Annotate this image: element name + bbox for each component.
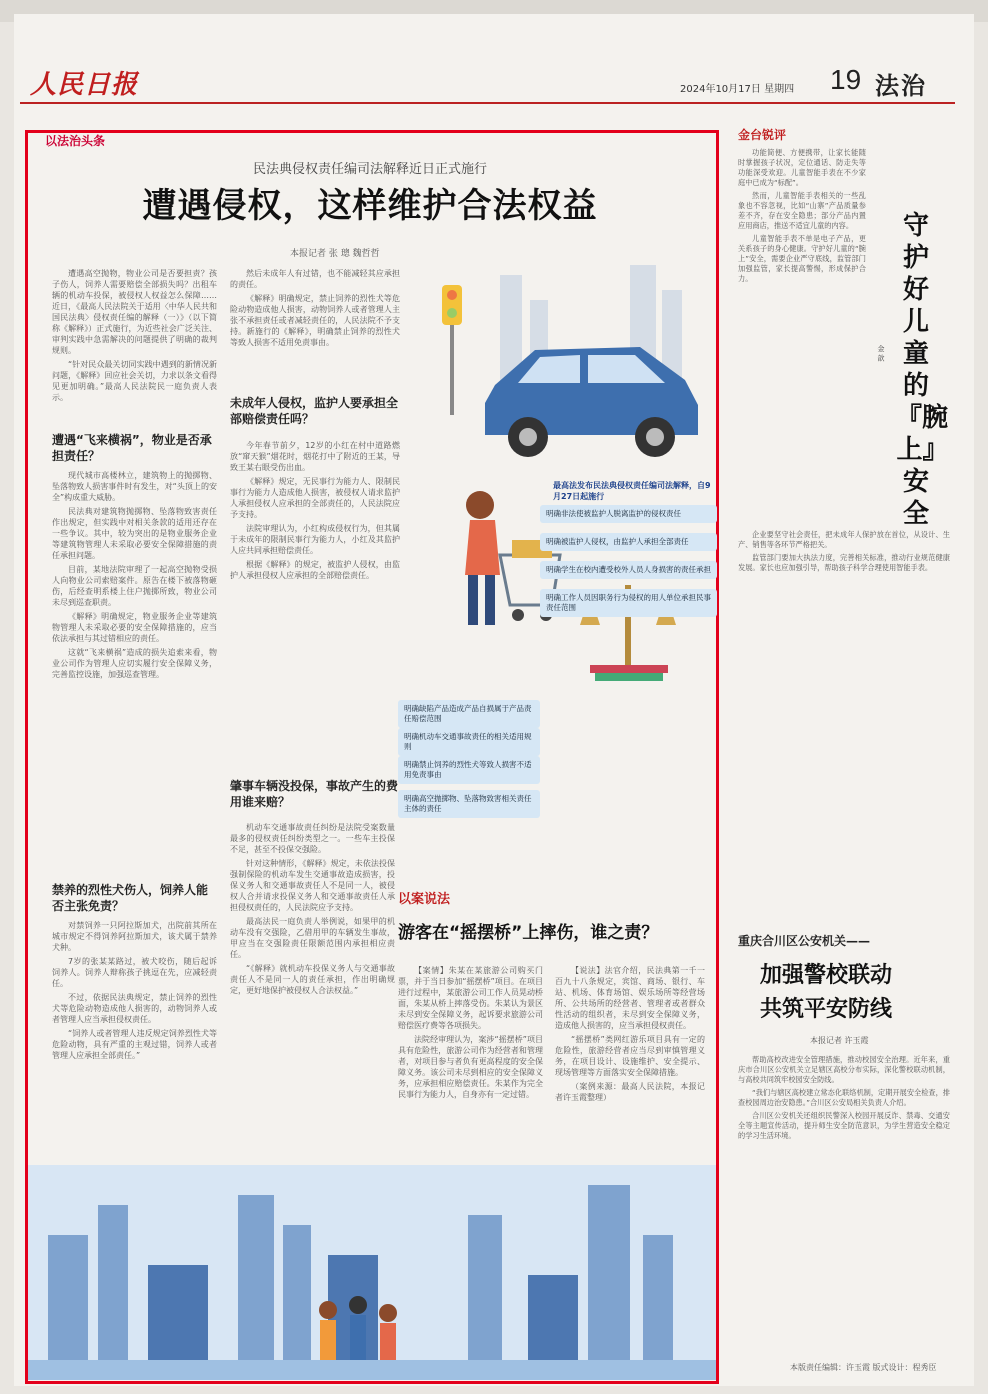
masthead (20, 62, 955, 104)
paragraph: “饲养人或者管理人违反规定饲养烈性犬等危险动物，具有严重的主观过错，饲养人或者管理人应承担全部责任。” (52, 1029, 217, 1060)
paragraph: “我们与辖区高校建立常态化联络机制，定期开展安全检查，排查校园周边治安隐患。”合川区公安局相关负责人介绍。 (738, 1088, 950, 1107)
article-headline: 遭遇侵权，这样维护合法权益 (142, 186, 598, 226)
case-column-a (398, 965, 543, 1103)
paragraph: 【说法】法官介绍，民法典第一千一百九十八条规定，宾馆、商场、银行、车站、机场、体育场馆、娱乐场所等经营场所、公共场所的经营者、管理者或者群众性活动的组织者，未尽到安全保障义务，造成他人损害的，应当承担侵权责任。 (555, 966, 705, 1030)
paragraph: 根据《解释》的规定，被监护人侵权，由监护人承担侵权人应承担的全部赔偿责任。 (230, 560, 400, 580)
column-1c (52, 920, 217, 1064)
paragraph: 《解释》规定，无民事行为能力人、限制民事行为能力人造成他人损害，被侵权人请求监护人承担侵权人应承担的全部责任的，人民法院应予支持。 (230, 477, 400, 519)
issue-date: 2024年10月17日 星期四 (680, 84, 795, 95)
paragraph: 7岁的张某某路过，被犬咬伤，随后起诉饲养人。饲养人辩称孩子挑逗在先，应减轻责任。 (52, 957, 217, 988)
infographic-bubble: 明确机动车交通事故责任的相关适用规则 (398, 728, 540, 756)
question-heading-3: 未成年人侵权，监护人要承担全部赔偿责任吗？ (230, 396, 399, 426)
infographic-illustration (440, 255, 705, 695)
paragraph: “摇摆桥”类网红游乐项目具有一定的危险性，旅游经营者应当尽到审慎管理义务，在项目设计、设施维护、安全提示、现场管理等方面落实安全保障措施。 (555, 1035, 705, 1077)
paragraph: “针对民众最关切同实践中遇到的新情况新问题，《解释》回应社会关切，力求以条文看得见更加明确。”最高人民法院民一庭负责人表示。 (52, 360, 217, 402)
paragraph: 企业要坚守社会责任，把未成年人保护放在首位，从设计、生产、销售等各环节严格把关。 (738, 530, 950, 549)
corner-label: 以法治头条 (45, 134, 106, 148)
commentary-tag: 金台锐评 (738, 128, 787, 142)
infographic-bubble: 明确缺陷产品造成产品自损属于产品责任赔偿范围 (398, 700, 540, 728)
column-1 (52, 268, 217, 406)
paragraph: 现代城市高楼林立，建筑物上的抛掷物、坠落物致人损害事件时有发生，对“头顶上的安全”构成重大威胁。 (52, 471, 217, 502)
police-article-byline: 本报记者 许玉霞 (810, 1036, 869, 1045)
paragraph: 然后未成年人有过错，也不能减轻其应承担的责任。 (230, 269, 400, 289)
paragraph: 遭遇高空抛物，物业公司是否要担责？孩子伤人，饲养人需要赔偿全部损失吗？出租车辆的机动车投保，被侵权人权益怎么保障……近日，《最高人民法院关于适用〈中华人民共和国民法典〉侵权责任编的解释（一）》（以下简称《解释》）正式施行，为近些社会广泛关注、审判实践中急需解决的问题提供了明确的裁判规则。 (52, 269, 217, 355)
infographic-bubble: 明确被监护人侵权，由监护人承担全部责任 (540, 533, 717, 551)
people-group-icon (319, 1296, 397, 1360)
paragraph: 最高法民一庭负责人举例说，如果甲的机动车没有交强险，乙借用甲的车辆发生事故，甲应当在交强险责任限额范围内承担相应责任。 (230, 917, 395, 959)
police-article-label: 重庆合川区公安机关—— (738, 934, 871, 948)
paragraph: 然而，儿童智能手表相关的一些乱象也不容忽视，比如“山寨”产品质量参差不齐，存在安全隐患；部分产品内置应用商店，推送不适宜儿童的内容。 (738, 191, 866, 230)
paragraph: 合川区公安机关还组织民警深入校园开展反诈、禁毒、交通安全等主题宣传活动，提升师生安全防范意识，为学生营造安全稳定的学习生活环境。 (738, 1111, 950, 1140)
paragraph: （案例来源：最高人民法院，本报记者许玉霞整理） (555, 1082, 705, 1102)
column-2b (230, 440, 400, 584)
police-article-title (760, 958, 960, 1026)
police-article-column (738, 1055, 950, 1144)
infographic-bubble: 明确高空抛掷物、坠落物致害相关责任主体的责任 (398, 790, 540, 818)
case-section-tag: 以案说法 (398, 892, 451, 907)
case-column-b (555, 965, 705, 1106)
article-byline: 本报记者 张 璁 魏哲哲 (290, 249, 380, 259)
paragraph: 机动车交通事故责任纠纷是法院受案数量最多的侵权责任纠纷类型之一。一些车主投保不足，甚至不投保交强险。 (230, 823, 395, 854)
question-heading-1: 遭遇“飞来横祸”，物业是否承担责任？ (52, 433, 212, 463)
article-subhead: 民法典侵权责任编司法解释近日正式施行 (252, 162, 487, 177)
title-line: 加强警校联动 (760, 962, 893, 988)
paragraph: 监管部门要加大执法力度，完善相关标准，推动行业规范健康发展。家长也应加强引导，帮助孩子科学合理使用智能手表。 (738, 553, 950, 572)
paragraph: 法院经审理认为，案涉“摇摆桥”项目具有危险性，旅游公司作为经营者和管理者，对项目参与者负有更高程度的安全保障义务。该公司未尽到相应的安全保障义务，应承担相应赔偿责任。朱某作为完全民事行为能力人，自身亦有一定过错。 (398, 1035, 543, 1099)
infographic-bubble: 明确学生在校内遭受校外人员人身损害的责任承担 (540, 561, 717, 579)
traffic-light-icon (442, 285, 462, 415)
paragraph: 这就“飞来横祸”造成的损失追索来看，物业公司作为管理人应切实履行安全保障义务，完善监控设施，加强巡查管理。 (52, 648, 217, 679)
column-2c (230, 822, 395, 999)
paragraph: 民法典对建筑物抛掷物、坠落物致害责任作出规定，但实践中对相关条款的适用还存在一些争议。其中，较为突出的是物业服务企业等建筑物管理人未采取必要安全保障措施的责任承担问题。 (52, 507, 217, 560)
question-heading-2: 禁养的烈性犬伤人，饲养人能否主张免责？ (52, 883, 209, 913)
column-2 (230, 268, 400, 351)
paragraph: 对禁饲养一只阿拉斯加犬，出院前其所在城市规定不得饲养阿拉斯加犬，该犬属于禁养犬种。 (52, 921, 217, 952)
page-footer: 本版责任编辑：许玉霞 版式设计：程秀臣 (790, 1363, 937, 1372)
paragraph: 儿童智能手表不单是电子产品，更关系孩子的身心健康。守护好儿童的“腕上”安全，需要企业严守底线，监管部门加强监管，家长提高警惕，形成保护合力。 (738, 234, 866, 283)
case-section-title: 游客在“摇摆桥”上摔伤，谁之责？ (398, 923, 659, 943)
paragraph: 目前，某地法院审理了一起高空抛物受损人向物业公司索赔案件。原告在楼下被落物砸伤，后经查明系楼上住户抛掷所致，物业公司未尽到巡查职责。 (52, 565, 217, 607)
column-1b (52, 470, 217, 683)
infographic-bubble: 明确非法使被监护人脱离监护的侵权责任 (540, 505, 717, 523)
paragraph: 【案情】朱某在某旅游公司购买门票，并于当日参加“摇摆桥”项目。在项目进行过程中，某旅游公司工作人员晃动桥面，朱某从桥上摔落受伤。朱某认为景区未尽到安全保障义务，起诉要求旅游公司赔偿医疗费等各项损失。 (398, 966, 543, 1030)
paragraph: 《解释》明确规定，禁止饲养的烈性犬等危险动物造成他人损害，动物饲养人或者管理人主张不承担责任或者减轻责任的，人民法院不予支持。新施行的《解释》，明确禁止饲养的烈性犬等致人损害不适用免责事由。 (230, 294, 400, 347)
page-number: 19 (830, 64, 862, 95)
paragraph: 《解释》明确规定，物业服务企业等建筑物管理人未采取必要的安全保障措施的，应当依法承担与其过错相应的责任。 (52, 612, 217, 643)
commentary-column-lower (738, 530, 950, 576)
paragraph: 不过，依据民法典规定，禁止饲养的烈性犬等危险动物造成他人损害的，动物饲养人或者管理人应当承担侵权责任。 (52, 993, 217, 1024)
infographic-bubble: 明确禁止饲养的烈性犬等致人损害不适用免责事由 (398, 756, 540, 784)
paragraph: “《解释》就机动车投保义务人与交通事故责任人不是同一人的责任承担，作出明确规定，更好地保护被侵权人合法权益。” (230, 964, 395, 995)
title-line: 共筑平安防线 (760, 996, 893, 1022)
commentary-title: 守护好儿童的『腕上』安全 (896, 211, 949, 529)
paragraph: 针对这种情形，《解释》规定，未依法投保强制保险的机动车发生交通事故造成损害，投保义务人和交通事故责任人不是同一人，被侵权人合并请求投保义务人和交通事故责任人承担侵权责任的，人民法院应予支持。 (230, 859, 395, 912)
paragraph: 法院审理认为，小红构成侵权行为，但其属于未成年的限制民事行为能力人，小红及其监护人应共同承担赔偿责任。 (230, 524, 400, 555)
infographic-bubble: 明确工作人员因职务行为侵权的用人单位承担民事责任范围 (540, 589, 717, 617)
city-illustration (28, 1165, 716, 1380)
commentary-author: 金 歆 (877, 345, 885, 362)
infographic-caption: 最高法发布民法典侵权责任编司法解释，自9月27日起施行 (553, 481, 711, 501)
section-name: 法治 (875, 72, 927, 100)
paragraph: 帮助高校改进安全管理措施，推动校园安全治理。近年来，重庆市合川区公安机关立足辖区高校分布实际，深化警校联动机制，与高校共同筑牢校园安全防线。 (738, 1055, 950, 1084)
question-heading-4: 肇事车辆没投保，事故产生的费用谁来赔？ (230, 779, 399, 809)
paragraph: 功能简便、方便携带，让家长能随时掌握孩子状况，定位通话、防走失等功能深受欢迎。儿童智能手表在不少家庭中已成为“标配”。 (738, 148, 866, 187)
paragraph: 今年春节前夕，12岁的小红在村中道路燃放“窜天猴”烟花时，烟花打中了附近的王某，导致王某右眼受伤出血。 (230, 441, 400, 472)
commentary-column (738, 148, 866, 287)
newspaper-logo: 人民日报 (30, 70, 139, 100)
